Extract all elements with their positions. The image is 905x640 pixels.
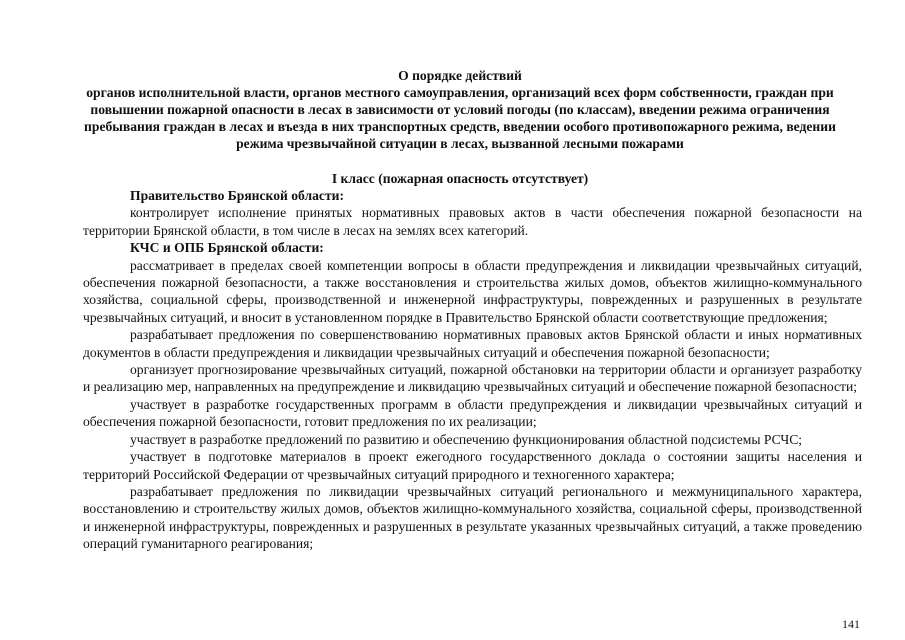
paragraph: рассматривает в пределах своей компетенции вопросы в области предупреждения и ликвидации чрезвычайных ситуаций, обеспечения пожарной безопасности, а также восстановления и строительства жилых домов, объектов жилищно-коммунального хозяйства, социальной сферы, производственной и инженерной инфраструктуры, поврежденных и разрушенных в результате чрезвычайных ситуаций, и вносит в установленном порядке в Правительство Брянской области соответствующие предложения;: [83, 257, 862, 325]
paragraph: участвует в разработке государственных программ в области предупреждения и ликвидации чрезвычайных ситуаций и обеспечения пожарной безопасности, готовит предложения по их реализации;: [83, 396, 862, 430]
document-body: [83, 187, 862, 553]
paragraph: участвует в разработке предложений по развитию и обеспечению функционирования областной подсистемы РСЧС;: [130, 431, 803, 447]
section-heading: I класс (пожарная опасность отсутствует): [331, 171, 589, 186]
title-subtitle: органов исполнительной власти, органов местного самоуправления, организаций всех форм собственности, граждан при повышении пожарной опасности в лесах в зависимости от условий погоды (по классам), введении режима ограничения пребывания граждан в лесах и въезда в них транспортных средств, введении особого противопожарного режима, ведении режима чрезвычайной ситуации в лесах, вызванной лесными пожарами: [84, 85, 836, 151]
document-title: [60, 67, 860, 152]
page-number: 141: [842, 617, 860, 631]
paragraph: разрабатывает предложения по ликвидации чрезвычайных ситуаций регионального и межмуниципального характера, восстановлению и строительству жилых домов, объектов жилищно-коммунального хозяйства, социальной сферы, производственной и инженерной инфраструктуры, поврежденных и разрушенных в результате указанных чрезвычайных ситуаций, а также проведению операций гуманитарного реагирования;: [83, 483, 862, 552]
paragraph: участвует в подготовке материалов в проект ежегодного государственного доклада о состоянии защиты населения и территорий Российской Федерации от чрезвычайных ситуаций природного и техногенного характера;: [83, 449, 862, 482]
paragraph: организует прогнозирование чрезвычайных ситуаций, пожарной обстановки на территории области и организует разработку и реализацию мер, направленных на предупреждение и ликвидацию чрезвычайных ситуаций и обеспечение пожарной безопасности;: [83, 362, 862, 395]
paragraph: контролирует исполнение принятых нормативных правовых актов в части обеспечения пожарной безопасности на территории Брянской области, в том числе в лесах на землях всех категорий.: [83, 205, 862, 238]
org-heading: Правительство Брянской области:: [130, 188, 344, 203]
org-heading: КЧС и ОПБ Брянской области:: [130, 240, 324, 256]
paragraph: разрабатывает предложения по совершенствованию нормативных правовых актов Брянской области и иных нормативных документов в области предупреждения и ликвидации чрезвычайных ситуаций и обеспечения пожарной безопасности;: [83, 327, 862, 360]
title-main: О порядке действий: [398, 68, 522, 83]
